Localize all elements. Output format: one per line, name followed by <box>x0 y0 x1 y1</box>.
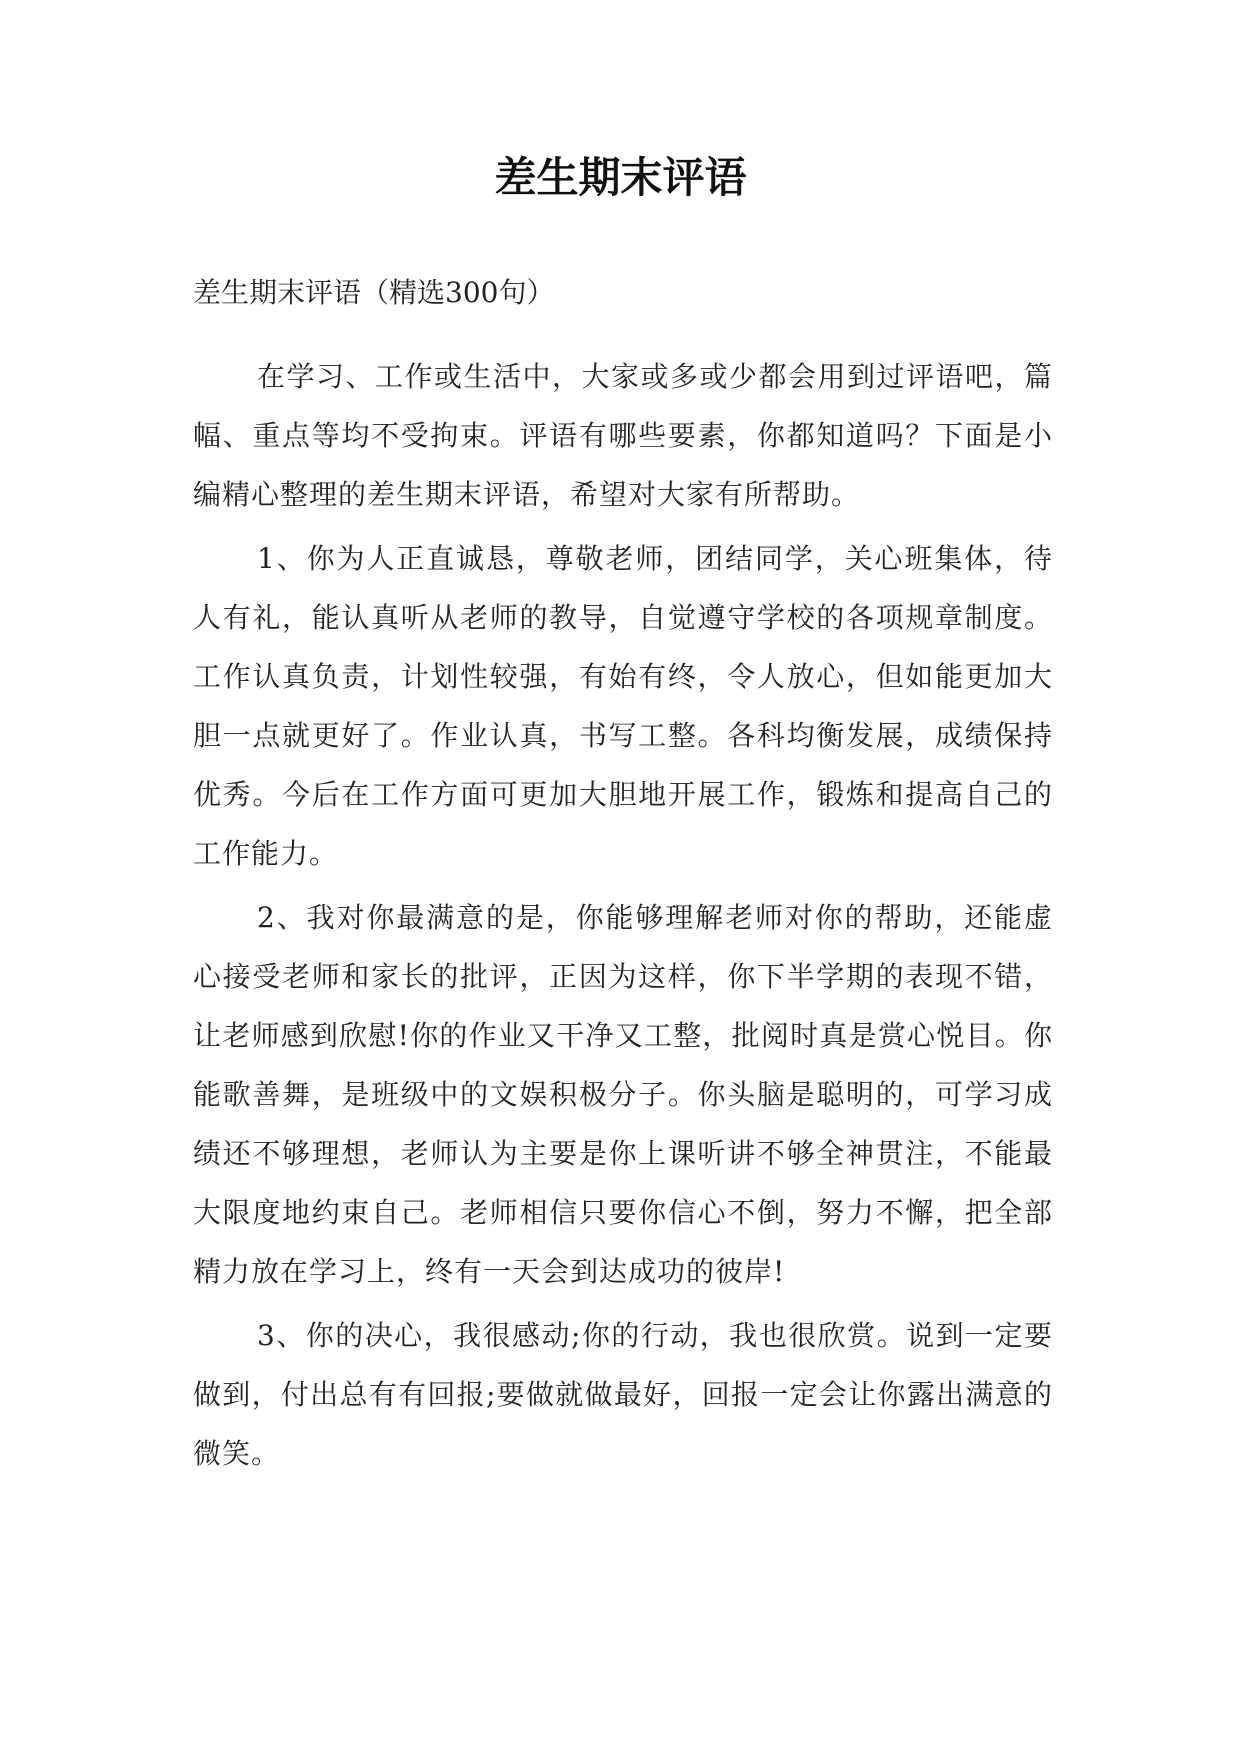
comment-paragraph-2: 2、我对你最满意的是，你能够理解老师对你的帮助，还能虚心接受老师和家长的批评，正因为这样，你下半学期的表现不错，让老师感到欣慰!你的作业又干净又工整，批阅时真是赏心悦目。你能歌善舞，是班级中的文娱积极分子。你头脑是聪明的，可学习成绩还不够理想，老师认为主要是你上课听讲不够全神贯注，不能最大限度地约束自己。老师相信只要你信心不倒，努力不懈，把全部精力放在学习上，终有一天会到达成功的彼岸! <box>193 901 1053 1288</box>
document-title: 差生期末评语 <box>494 153 747 202</box>
document-body <box>193 347 1053 1483</box>
comment-paragraph-3: 3、你的决心，我很感动;你的行动，我也很欣赏。说到一定要做到，付出总有有回报;要做就做最好，回报一定会让你露出满意的微笑。 <box>193 1319 1053 1470</box>
intro-paragraph: 在学习、工作或生活中，大家或多或少都会用到过评语吧，篇幅、重点等均不受拘束。评语有哪些要素，你都知道吗？下面是小编精心整理的差生期末评语，希望对大家有所帮助。 <box>193 360 1053 511</box>
document-subtitle: 差生期末评语（精选300句） <box>193 276 555 309</box>
comment-paragraph-1: 1、你为人正直诚恳，尊敬老师，团结同学，关心班集体，待人有礼，能认真听从老师的教导，自觉遵守学校的各项规章制度。工作认真负责，计划性较强，有始有终，令人放心，但如能更加大胆一点就更好了。作业认真，书写工整。各科均衡发展，成绩保持优秀。今后在工作方面可更加大胆地开展工作，锻炼和提高自己的工作能力。 <box>193 542 1053 870</box>
